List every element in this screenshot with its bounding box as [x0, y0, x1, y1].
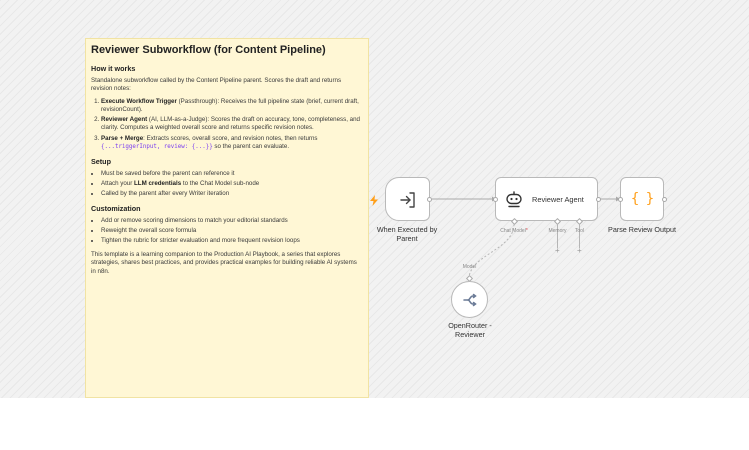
- chat-model-port-label: [492, 228, 536, 234]
- openrouter-icon: [462, 292, 478, 313]
- step-text: (AI, LLM-as-a-Judge): Scores the draft on accuracy, tone, completeness, and clarity. Computes a weighted overall score and returns specific revision notes.: [101, 116, 360, 132]
- memory-port-label: Memory: [548, 228, 567, 234]
- add-tool-button[interactable]: +: [577, 246, 582, 255]
- lightning-icon: [370, 193, 378, 211]
- setup-bold: LLM credentials: [134, 180, 182, 188]
- reviewer-agent-label: Reviewer Agent: [532, 195, 584, 204]
- chat-model-text: Chat Model: [500, 228, 526, 234]
- custom-item: • Reweight the overall score formula: [101, 227, 363, 235]
- agent-input-port[interactable]: [493, 197, 498, 202]
- parse-review-node[interactable]: [620, 177, 664, 221]
- step-name: Reviewer Agent: [101, 116, 148, 124]
- agent-output-port[interactable]: [596, 197, 601, 202]
- sign-in-arrow-icon: [399, 191, 417, 214]
- note-custom-heading: Customization: [91, 204, 141, 214]
- step-text: (Passthrough): Receives the full pipeline state (brief, current draft, revisionCount).: [101, 97, 359, 113]
- custom-item: • Tighten the rubric for stricter evaluation and more frequent revision loops: [101, 237, 363, 245]
- note-footer: This template is a learning companion to the Production AI Playbook, a series that explores strategies, shares best practices, and provides practical examples for building reliable AI systems in n8n.: [91, 251, 357, 275]
- tool-port-label: Tool: [574, 228, 585, 234]
- curly-braces-icon: { }: [630, 191, 654, 207]
- note-how-heading: How it works: [91, 64, 136, 73]
- trigger-output-port[interactable]: [427, 197, 432, 202]
- model-port-label: Model: [462, 264, 477, 270]
- note-intro: Standalone subworkflow called by the Content Pipeline parent. Scores the draft and returns revision notes:: [91, 77, 342, 93]
- setup-text: Must be saved before the parent can reference it: [101, 170, 235, 178]
- trigger-node-label: When Executed by Parent: [376, 225, 438, 243]
- parse-output-port[interactable]: [662, 197, 667, 202]
- step-text: so the parent can evaluate.: [212, 143, 290, 151]
- note-title: Reviewer Subworkflow (for Content Pipeline): [91, 44, 326, 56]
- parse-node-label: Parse Review Output: [608, 225, 676, 234]
- openrouter-model-node[interactable]: [451, 281, 488, 318]
- trigger-node[interactable]: [385, 177, 430, 221]
- step-name: Parse + Merge: [101, 134, 144, 142]
- robot-icon: [505, 191, 523, 213]
- note-setup-heading: Setup: [91, 157, 111, 167]
- step-code: {...triggerInput, review: {...}}: [101, 144, 213, 151]
- add-memory-button[interactable]: +: [555, 246, 560, 255]
- setup-text: to the Chat Model sub-node: [181, 180, 260, 188]
- model-node-label: OpenRouter - Reviewer: [448, 321, 492, 339]
- step-name: Execute Workflow Trigger: [101, 97, 177, 105]
- reviewer-agent-node[interactable]: [495, 177, 598, 221]
- parse-input-port[interactable]: [618, 197, 623, 202]
- setup-text: Called by the parent after every Writer iteration: [101, 189, 230, 197]
- required-mark: *: [525, 228, 528, 234]
- step-text: : Extracts scores, overall score, and revision notes, then returns: [143, 134, 318, 142]
- setup-text: Attach your: [101, 180, 135, 188]
- custom-item: • Add or remove scoring dimensions to match your editorial standards: [101, 217, 363, 225]
